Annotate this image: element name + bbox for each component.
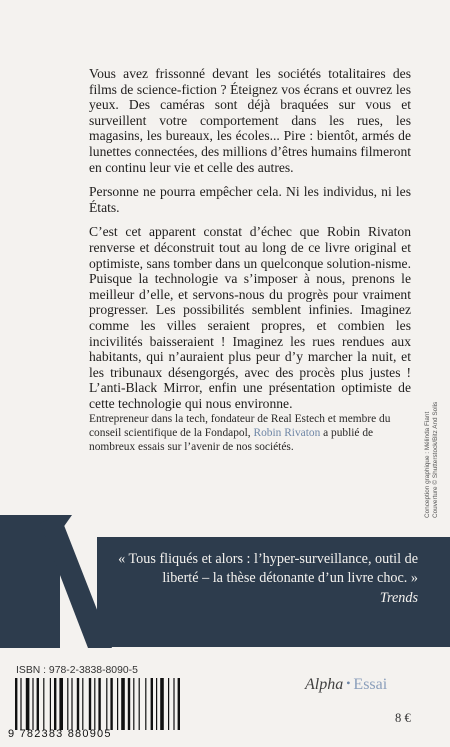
publisher-name: Alpha bbox=[305, 676, 344, 693]
blurb-paragraph-3: C’est cet apparent constat d’échec que Robin Rivaton renverse et déconstruit tout au long de ce livre original et optimiste, sans tomber dans un quelconque solution-nisme. Puisque la technologie va s’imposer à nous, prenons le meilleur d’elle, et servons-nous du progrès pour vraiment progresser. Les possibilités semblent infinies. Imaginez comme les villes seraient propres, et combien les incivilités baisseraient ! Imaginez les rues rendues aux habitants, qui n’auraient plus peur d’y marcher la nuit, et les tribunaux désengorgés, avec des procès plus justes ! L’anti-Black Mirror, enfin une présentation optimiste de cette technologie qui nous environne. bbox=[89, 224, 411, 411]
barcode-bar bbox=[20, 678, 21, 730]
barcode-bar bbox=[77, 678, 79, 730]
collection-name: Essai bbox=[353, 676, 388, 693]
press-quote bbox=[118, 550, 418, 608]
publisher-brand bbox=[305, 676, 387, 694]
barcode-bar bbox=[15, 678, 17, 730]
barcode-bar bbox=[128, 678, 130, 730]
barcode-digits: 9 782383 880905 bbox=[8, 728, 112, 740]
barcode-bar bbox=[151, 678, 153, 730]
price: 8 € bbox=[395, 711, 411, 725]
barcode-bar bbox=[178, 678, 180, 730]
barcode-bar bbox=[94, 678, 95, 730]
barcode-bar bbox=[89, 678, 91, 730]
barcode-bar bbox=[37, 678, 39, 730]
barcode-bar bbox=[106, 678, 107, 730]
barcode-bar bbox=[54, 678, 56, 730]
barcode-bar bbox=[139, 678, 140, 730]
isbn-label: ISBN : 978-2-3838-8090-5 bbox=[16, 665, 138, 676]
barcode-bar bbox=[145, 678, 146, 730]
barcode-bar bbox=[82, 678, 83, 730]
brand-separator: • bbox=[346, 676, 351, 690]
barcode-bar bbox=[133, 678, 134, 730]
barcode-bar bbox=[43, 678, 44, 730]
barcode-bar bbox=[156, 678, 157, 730]
blurb-paragraph-2: Personne ne pourra empêcher cela. Ni les individus, ni les États. bbox=[89, 184, 411, 215]
barcode-bar bbox=[173, 678, 174, 730]
press-quote-source: Trends bbox=[379, 590, 418, 607]
barcode-bar bbox=[160, 678, 164, 730]
credit-line-1: Conception graphique : Mélinda Fiant bbox=[424, 411, 431, 518]
bio-text-start: Entrepreneur dans la tech, fondateur de Real Estech et membre du conseil scientifique de la Fondapol, bbox=[89, 413, 391, 439]
barcode-bar bbox=[26, 678, 30, 730]
barcode-bar bbox=[59, 678, 63, 730]
barcode-bar bbox=[98, 678, 100, 730]
barcode-bar bbox=[168, 678, 169, 730]
bio-author-name: Robin Rivaton bbox=[253, 426, 321, 439]
barcode-graphic bbox=[13, 678, 183, 730]
bio-text-end: a publié de nombreux essais sur l’avenir de nos sociétés. bbox=[89, 426, 374, 453]
barcode-bar bbox=[110, 678, 112, 730]
barcode-bar bbox=[117, 678, 118, 730]
barcode-bar bbox=[50, 678, 51, 730]
barcode-bar bbox=[71, 678, 72, 730]
press-quote-text: « Tous fliqués et alors : l’hyper-surveillance, outil de liberté – la thèse détonante d’un livre choc. » bbox=[118, 551, 418, 586]
barcode-bar bbox=[32, 678, 33, 730]
barcode-bar bbox=[67, 678, 68, 730]
blurb-paragraph-1: Vous avez frissonné devant les sociétés totalitaires des films de science-fiction ? Éteignez vos écrans et ouvrez les yeux. Des caméras sont déjà braquées sur vous et surveillent votre comportement dans les rues, les magasins, les bureaux, les écoles... Pire : bientôt, armés de lunettes connectées, des millions d’êtres humains filmeront en continu leur vie et celle des autres. bbox=[89, 66, 412, 175]
credit-line-2: Couverture © Shutterstock/Bitz And Solis bbox=[432, 401, 439, 518]
barcode-bar bbox=[121, 678, 125, 730]
